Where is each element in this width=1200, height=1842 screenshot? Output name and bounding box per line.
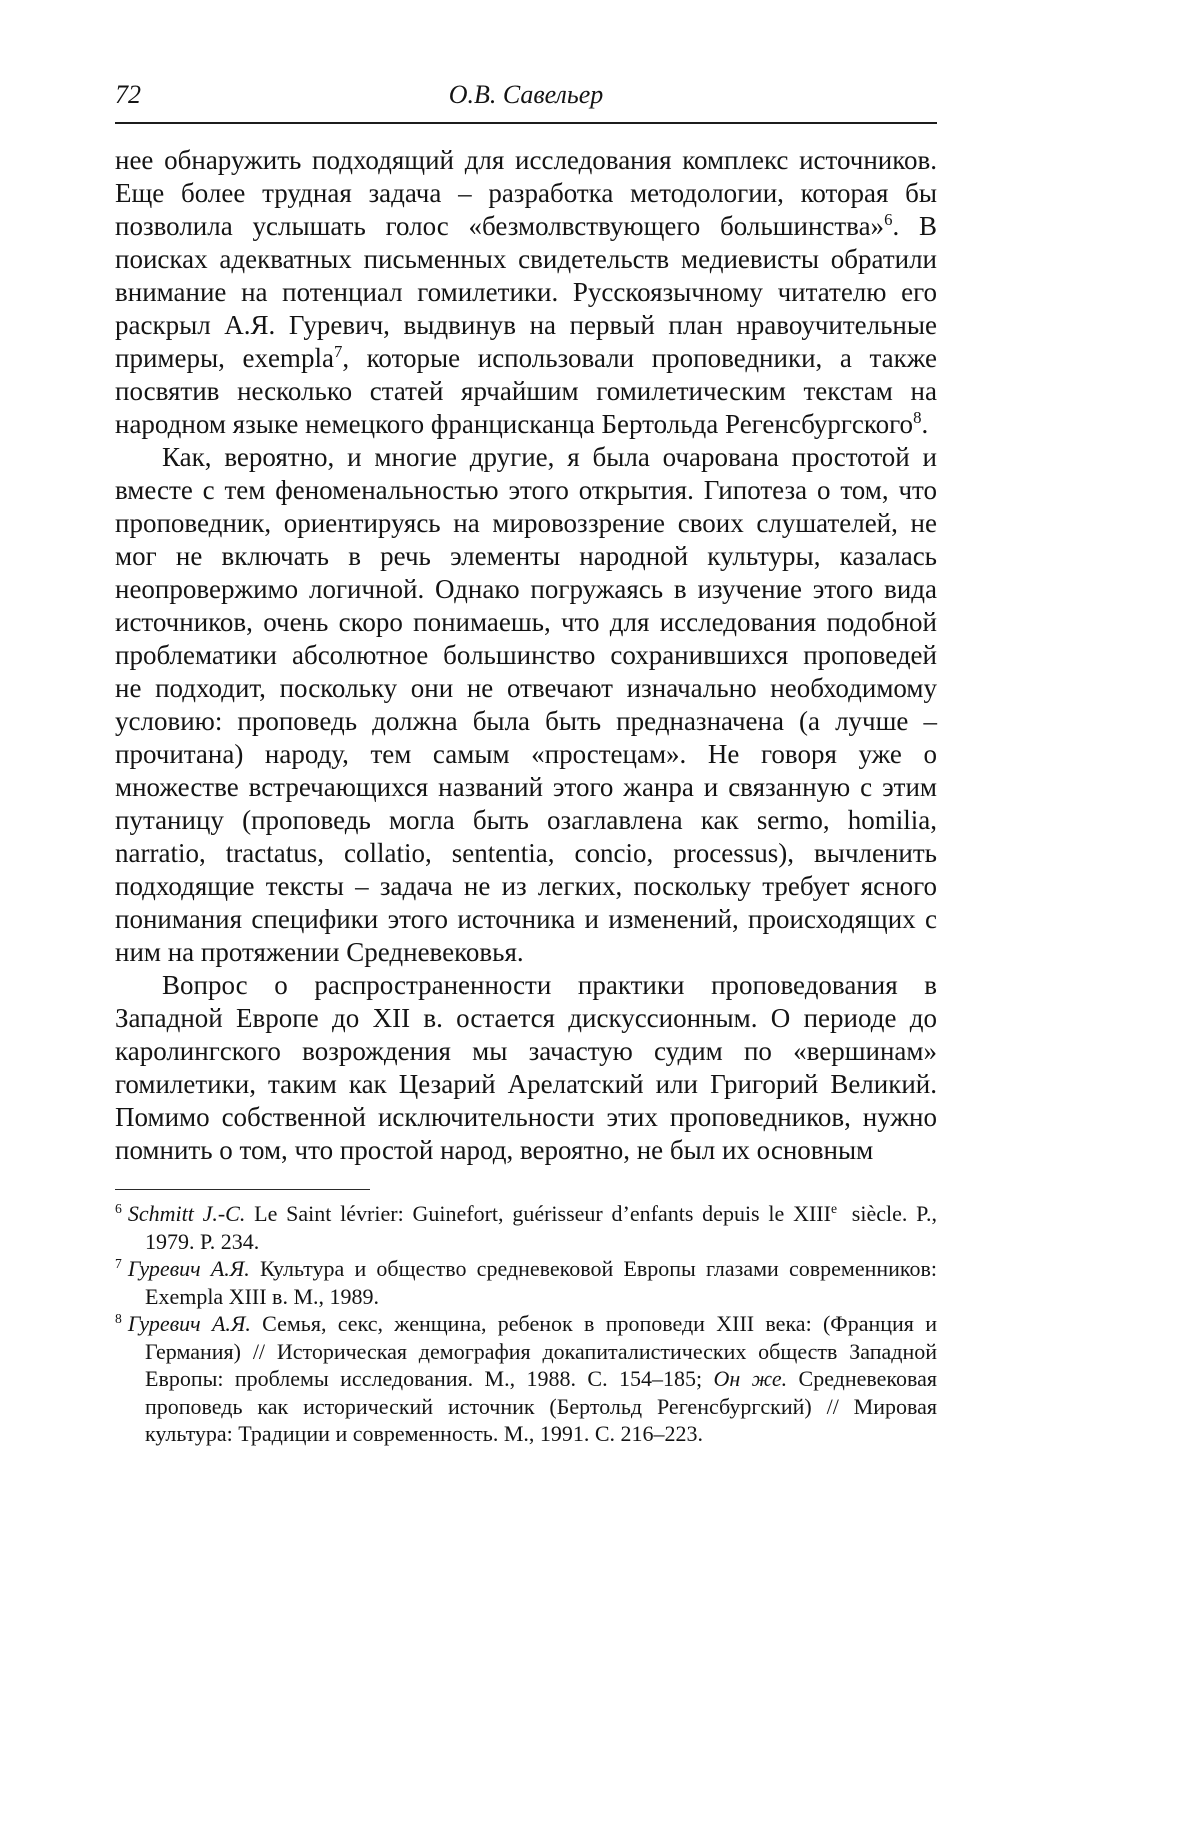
body-text xyxy=(115,144,937,1167)
paragraph-2: Как, вероятно, и многие другие, я была очарована простотой и вместе с тем феноменальностью этого открытия. Гипотеза о том, что проповедник, ориентируясь на мировоззрение своих слушателей, не мог не включать в речь элементы народной культуры, казалась неопровержимо логичной. Однако погружаясь в изучение этого вида источников, очень скоро понимаешь, что для исследования подобной проблематики абсолютное большинство сохранившихся проповедей не подходит, поскольку они не отвечают изначально необходимому условию: проповедь должна была быть предназначена (а лучше – прочитана) народу, тем самым «простецам». Не говоря уже о множестве встречающихся названий этого жанра и связанную с этим путаницу (проповедь могла быть озаглавлена как sermo, homilia, narratio, tractatus, collatio, sententia, concio, processus), вычленить подходящие тексты – задача не из легких, поскольку требует ясного понимания специфики этого источника и изменений, происходящих с ним на протяжении Средневековья. xyxy=(115,442,937,967)
footnote-6-marker: 6 xyxy=(115,1200,122,1216)
running-title: О.В. Савельер xyxy=(448,80,604,109)
text-column xyxy=(115,80,937,1448)
paragraph-3: Вопрос о распространенности практики проповедования в Западной Европе до XII в. остается дискуссионным. О периоде до каролингского возрождения мы зачастую судим по «вершинам» гомилетики, таким как Цезарий Арелатский или Григорий Великий. Помимо собственной исключительности этих проповедников, нужно помнить о том, что простой народ, вероятно, не был их основным xyxy=(115,970,937,1165)
footnote-6 xyxy=(115,1200,937,1255)
footnote-6-text: Schmitt J.-C. Le Saint lévrier: Guinefort, guérisseur d’enfants depuis le XIIIe siècle. P., 1979. P. 234. xyxy=(127,1200,937,1254)
footnote-7 xyxy=(115,1255,937,1310)
footnotes-block xyxy=(115,1200,937,1448)
paragraph-1: нее обнаружить подходящий для исследования комплекс источников. Еще более трудная задача – разработка методологии, которая бы позволила услышать голос «безмолвствующего большинства»$^6$. В поисках адекватных письменных свидетельств медиевисты обратили внимание на потенциал гомилетики. Русскоязычному читателю его раскрыл А.Я. Гуревич, выдвинув на первый план нравоучительные примеры, exempla$^7$, которые использовали проповедники, а также посвятив несколько статей ярчайшим гомилетическим текстам на народном языке немецкого францисканца Бертольда Регенсбургского$^8$. xyxy=(115,145,937,439)
page-header xyxy=(115,80,937,124)
footnote-7-text: Гуревич А.Я. Культура и общество средневековой Европы глазами современников: Exempla XIII в. М., 1989. xyxy=(127,1256,937,1309)
page-number: 72 xyxy=(115,80,141,109)
footnote-7-marker: 7 xyxy=(115,1255,122,1271)
footnote-8-text: Гуревич А.Я. Семья, секс, женщина, ребенок в проповеди XIII века: (Франция и Германия) // Историческая демография докапиталистических обществ Западной Европы: проблемы исследования. М., 1988. С. 154–185; Он же. Средневековая проповедь как исторический источник (Бертольд Регенсбургский) // Мировая культура: Традиции и современность. М., 1991. С. 216–223. xyxy=(127,1311,937,1446)
footnote-8 xyxy=(115,1310,937,1448)
footnote-separator-rule xyxy=(115,1189,370,1190)
footnote-8-marker: 8 xyxy=(115,1310,122,1326)
